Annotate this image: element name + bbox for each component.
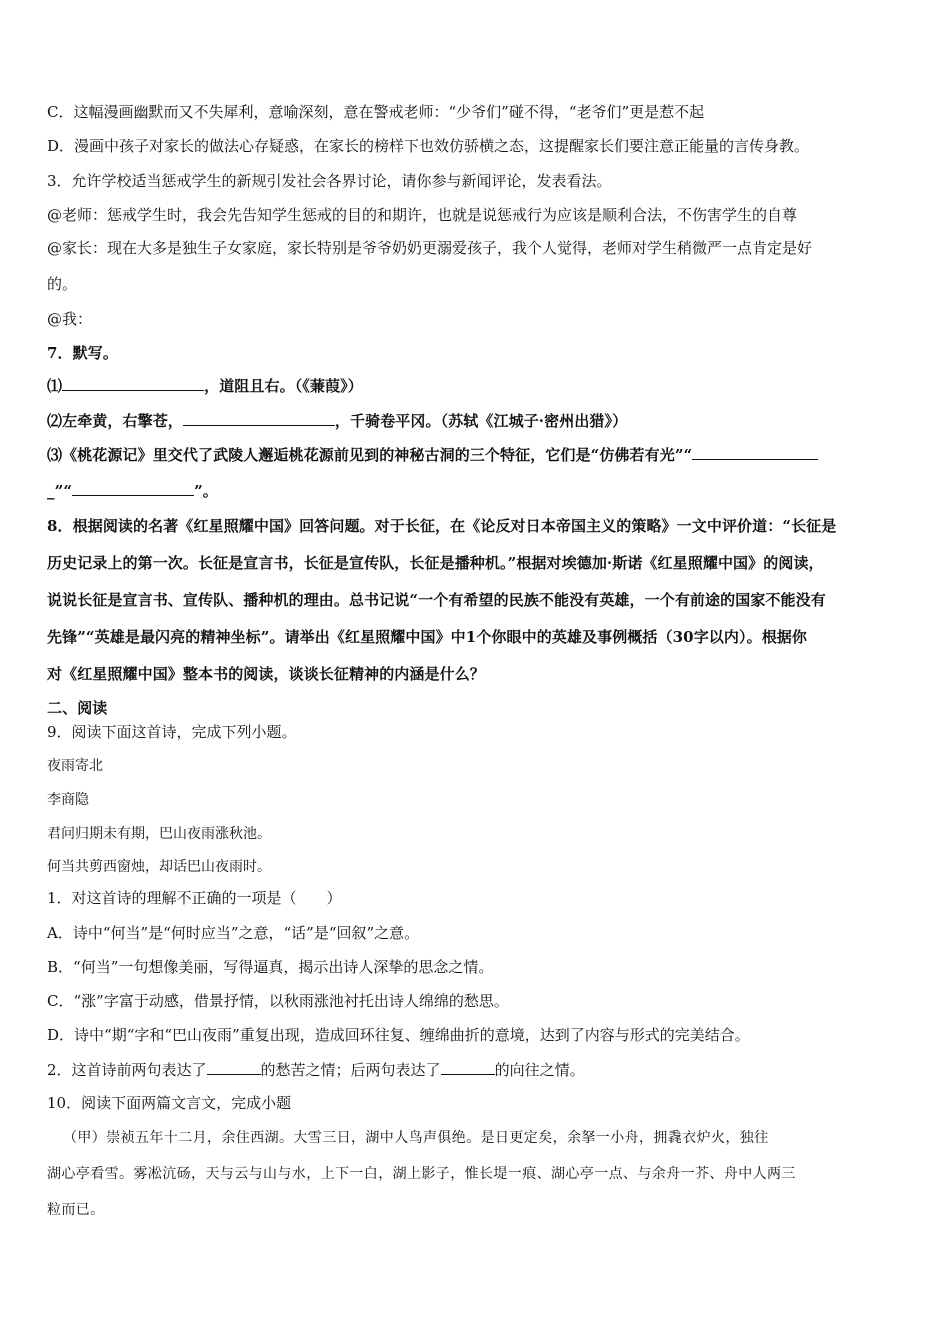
q9-option-c: C．“涨”字富于动感，借景抒情，以秋雨涨池衬托出诗人绵绵的愁思。 — [47, 992, 509, 1010]
q7-item2-blank[interactable] — [183, 410, 335, 426]
q9-sub2-blank-2[interactable] — [441, 1059, 495, 1075]
q7-item2-prefix: ⑵左牵黄，右擎苍， — [47, 412, 183, 430]
q10-passage-jia-line-3: 粒而已。 — [47, 1202, 105, 1218]
q7-item-3-cont — [47, 480, 218, 501]
q8-line-1: 8．根据阅读的名著《红星照耀中国》回答问题。对于长征，在《论反对日本帝国主义的策略》一文中评价道：“长征是 — [47, 517, 837, 535]
q7-item2-suffix: ，千骑卷平冈。（苏轼《江城子·密州出猎》） — [334, 412, 628, 430]
section-title-reading: 二、阅读 — [47, 699, 108, 717]
q9-sub2-blank-1[interactable] — [207, 1059, 261, 1075]
q9-option-a: A．诗中“何当”是“何时应当”之意，“话”是“回叙”之意。 — [47, 924, 420, 942]
q9-sub1-stem: 1．对这首诗的理解不正确的一项是（ ） — [47, 889, 342, 907]
q7-item1-blank[interactable] — [62, 375, 204, 391]
q7-item3-blank-2[interactable] — [72, 480, 194, 496]
q7-item3-text: ⑶《桃花源记》里交代了武陵人邂逅桃花源前见到的神秘古洞的三个特征，它们是“仿佛若有光”“ — [47, 446, 693, 464]
q9-sub2 — [47, 1059, 585, 1080]
q7-title: 7．默写。 — [47, 344, 118, 362]
q9-option-b: B．“何当”一句想像美丽，写得逼真，揭示出诗人深挚的思念之情。 — [47, 958, 494, 976]
q2-option-d: D．漫画中孩子对家长的做法心存疑惑，在家长的榜样下也效仿骄横之态，这提醒家长们要注意正能量的言传身教。 — [47, 137, 810, 155]
q7-item1-suffix: ，道阻且右。（《蒹葭》） — [204, 377, 363, 395]
q7-item-3 — [47, 444, 818, 465]
q8-line-3: 说说长征是宣言书、宣传队、播种机的理由。总书记说“一个有希望的民族不能没有英雄，一个有前途的国家不能没有 — [47, 591, 826, 609]
poem-author: 李商隐 — [47, 792, 89, 808]
q9-sub2-text-2: 的愁苦之情；后两句表达了 — [260, 1061, 441, 1079]
q3-parent-comment: @家长：现在大多是独生子女家庭，家长特别是爷爷奶奶更溺爱孩子，我个人觉得，老师对学生稍微严一点肯定是好 — [47, 239, 813, 257]
q7-item3-end: ”。 — [194, 482, 218, 500]
q8-line-4: 先锋”“英雄是最闪亮的精神坐标”。请举出《红星照耀中国》中1个你眼中的英雄及事例概括（30字以内）。根据你 — [47, 628, 807, 646]
q10-passage-jia-line-2: 湖心亭看雪。雾凇沆砀，天与云与山与水，上下一白，湖上影子，惟长堤一痕、湖心亭一点、与余舟一芥、舟中人两三 — [47, 1166, 796, 1182]
q7-item3-quote-sep: _”“ — [47, 482, 73, 500]
poem-title: 夜雨寄北 — [47, 758, 103, 774]
q8-line-5: 对《红星照耀中国》整本书的阅读，谈谈长征精神的内涵是什么？ — [47, 665, 485, 683]
q7-item-1 — [47, 375, 363, 396]
q7-item-2 — [47, 410, 627, 431]
q10-passage-jia-line-1: （甲）崇祯五年十二月，余住西湖。大雪三日，湖中人鸟声俱绝。是日更定矣，余拏一小舟，拥毳衣炉火，独往 — [63, 1130, 769, 1146]
q2-option-c: C．这幅漫画幽默而又不失犀利，意喻深刻，意在警戒老师：“少爷们”碰不得，“老爷们”更是惹不起 — [47, 103, 705, 121]
q10-stem: 10．阅读下面两篇文言文，完成小题 — [47, 1094, 292, 1112]
poem-line-2: 何当共剪西窗烛，却话巴山夜雨时。 — [47, 859, 271, 875]
q9-option-d: D．诗中“期“字和“巴山夜雨”重复出现，造成回环往复、缠绵曲折的意境，达到了内容与形式的完美结合。 — [47, 1026, 750, 1044]
q9-sub2-text-1: 2．这首诗前两句表达了 — [47, 1061, 207, 1079]
q7-item1-prefix: ⑴ — [47, 377, 63, 395]
q9-stem: 9．阅读下面这首诗，完成下列小题。 — [47, 723, 297, 741]
poem-line-1: 君问归期未有期，巴山夜雨涨秋池。 — [47, 826, 271, 842]
q3-parent-comment-cont: 的。 — [47, 275, 78, 293]
q3-teacher-comment: @老师：惩戒学生时，我会先告知学生惩戒的目的和期许，也就是说惩戒行为应该是顺利合法，不伤害学生的自尊 — [47, 206, 798, 224]
q3-my-comment: @我： — [47, 310, 93, 328]
q9-sub2-text-3: 的向往之情。 — [494, 1061, 585, 1079]
q7-item3-blank-1[interactable] — [692, 444, 818, 460]
q8-line-2: 历史记录上的第一次。长征是宣言书，长征是宣传队，长征是播种机。”根据对埃德加·斯诺《红星照耀中国》的阅读， — [47, 554, 824, 572]
q3-stem: 3．允许学校适当惩戒学生的新规引发社会各界讨论，请你参与新闻评论，发表看法。 — [47, 172, 612, 190]
